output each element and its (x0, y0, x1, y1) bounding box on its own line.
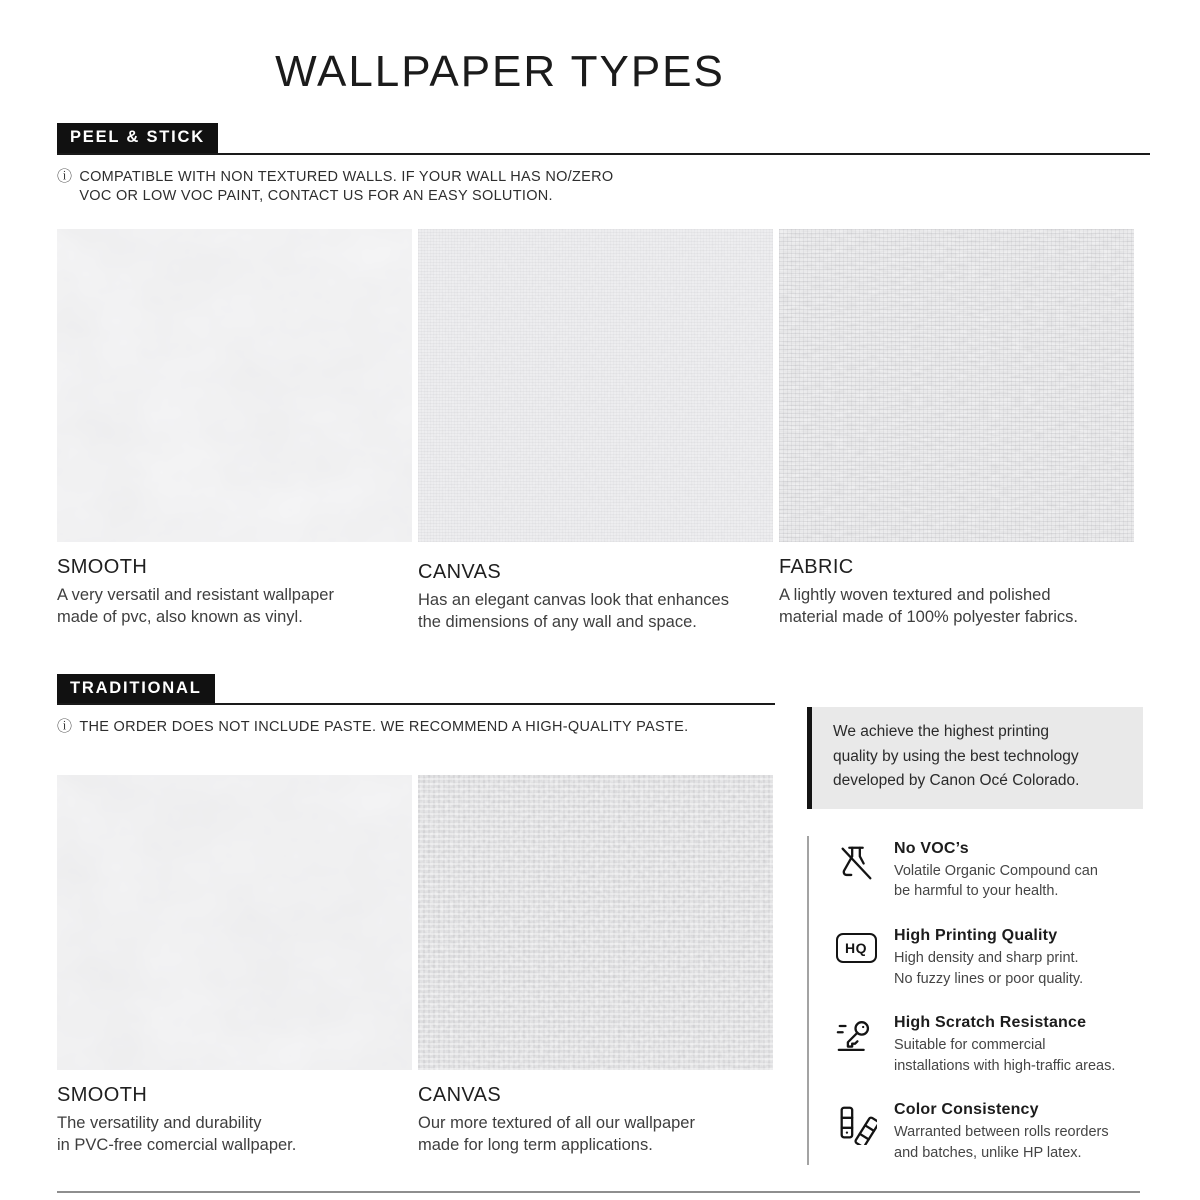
swatch-description: The versatility and durability in PVC-free comercial wallpaper. (57, 1113, 297, 1154)
feature-description: Suitable for commercial installations with high-traffic areas. (894, 1037, 1116, 1074)
peel-stick-note (57, 168, 1150, 207)
traditional-label: TRADITIONAL (57, 674, 215, 704)
peel-stick-label: PEEL & STICK (57, 123, 218, 153)
swatch-title: CANVAS (418, 1083, 502, 1106)
feature-title: High Printing Quality (894, 927, 1058, 944)
smooth-pvc-texture-image (57, 229, 412, 542)
swatch-title: SMOOTH (57, 1083, 148, 1106)
feature-title: Color Consistency (894, 1101, 1039, 1119)
swatch-description: A very versatil and resistant wallpaper made of pvc, also known as vinyl. (57, 586, 334, 626)
note-line: VOC OR LOW VOC PAINT, CONTACT US FOR AN EASY SOLUTION. (79, 188, 553, 205)
swatch-col-smooth-traditional (57, 775, 412, 1157)
scratch-resistance-key-icon (833, 1014, 879, 1060)
swatch-title: CANVAS (418, 561, 502, 584)
traditional-note (57, 718, 775, 738)
peel-stick-swatch-row (57, 229, 1150, 634)
note-line: COMPATIBLE WITH NON TEXTURED WALLS. IF YOUR WALL HAS NO/ZERO (79, 168, 614, 185)
feature-no-voc (833, 840, 1143, 902)
swatch-description: Our more textured of all our wallpaper made for long term applications. (418, 1113, 695, 1154)
no-voc-flask-icon (833, 840, 879, 886)
swatch-description: Has an elegant canvas look that enhances the dimensions of any wall and space. (418, 591, 729, 631)
swatch-col-fabric (779, 229, 1134, 634)
feature-color-consistency (833, 1101, 1143, 1163)
bottom-divider (57, 1191, 1140, 1193)
page-title: WALLPAPER TYPES (275, 47, 725, 96)
canvas-texture-image (418, 229, 773, 542)
note-line: THE ORDER DOES NOT INCLUDE PASTE. WE RECOMMEND A HIGH-QUALITY PASTE. (79, 719, 689, 736)
swatch-description: A lightly woven textured and polished material made of 100% polyester fabrics. (779, 586, 1078, 626)
feature-title: High Scratch Resistance (894, 1014, 1087, 1032)
swatch-col-canvas (418, 229, 773, 634)
rough-canvas-texture-image (418, 775, 773, 1070)
fabric-texture-image (779, 229, 1134, 542)
feature-scratch-resistance (833, 1014, 1143, 1076)
swatch-col-smooth (57, 229, 412, 634)
smooth-pvcfree-texture-image (57, 775, 412, 1070)
traditional-section (57, 674, 1150, 1194)
traditional-header (57, 674, 775, 706)
feature-list (807, 836, 1143, 1166)
swatch-title: FABRIC (779, 556, 854, 579)
feature-description: Warranted between rolls reorders and batches, unlike HP latex. (894, 1124, 1109, 1161)
feature-title: No VOC’s (894, 839, 969, 857)
printing-quality-aside (807, 705, 1143, 1165)
feature-description: High density and sharp print. No fuzzy lines or poor quality. (894, 950, 1084, 987)
swatch-title: SMOOTH (57, 556, 148, 579)
feature-high-printing-quality (833, 927, 1143, 989)
quality-quote-box: We achieve the highest printing quality by using the best technology developed by Canon Océ Colorado. (807, 707, 1143, 808)
info-icon: ⓘ (57, 718, 73, 736)
hq-badge-icon: HQ (833, 927, 879, 973)
info-icon: ⓘ (57, 167, 73, 185)
traditional-swatch-row (57, 775, 775, 1157)
peel-stick-header (57, 123, 1150, 155)
swatch-col-canvas-traditional (418, 775, 773, 1157)
feature-description: Volatile Organic Compound can be harmful to your health. (894, 862, 1098, 900)
color-swatchbook-icon (833, 1101, 879, 1147)
